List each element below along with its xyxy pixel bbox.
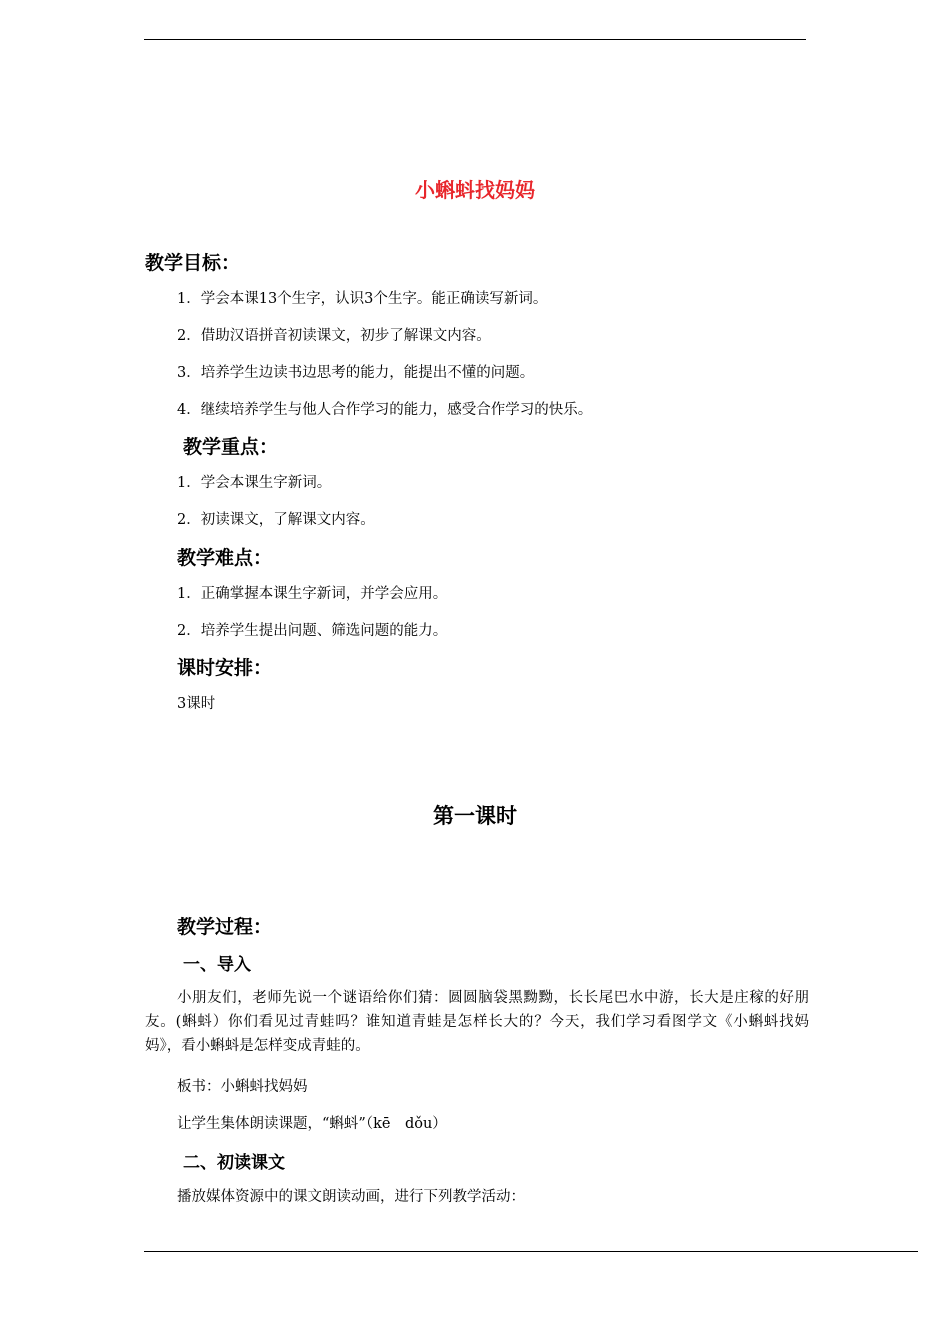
key-point-item-1: 1．学会本课生字新词。 bbox=[177, 475, 332, 491]
key-points-heading: 教学重点： bbox=[183, 436, 279, 458]
section-2-heading: 二、初读课文 bbox=[183, 1153, 285, 1173]
objective-item-1: 1．学会本课13个生字，认识3个生字。能正确读写新词。 bbox=[177, 291, 548, 307]
difficulties-heading: 教学难点： bbox=[177, 547, 273, 569]
board-writing: 板书：小蝌蚪找妈妈 bbox=[177, 1079, 308, 1095]
objective-item-4: 4．继续培养学生与他人合作学习的能力，感受合作学习的快乐。 bbox=[177, 402, 593, 418]
document-title: 小蝌蚪找妈妈 bbox=[415, 178, 535, 202]
schedule-value: 3课时 bbox=[177, 696, 216, 712]
lesson-title: 第一课时 bbox=[433, 804, 517, 828]
header-rule bbox=[144, 39, 806, 40]
objective-item-2: 2．借助汉语拼音初读课文，初步了解课文内容。 bbox=[177, 328, 491, 344]
title-reading-line: 让学生集体朗读课题，“蝌蚪”（kē dǒu） bbox=[177, 1116, 447, 1132]
difficulty-item-2: 2．培养学生提出问题、筛选问题的能力。 bbox=[177, 623, 448, 639]
intro-paragraph: 小朋友们，老师先说一个谜语给你们猜：圆圆脑袋黑黝黝，长长尾巴水中游，长大是庄稼的好朋友。(蝌蚪）你们看见过青蛙吗？谁知道青蛙是怎样长大的？今天，我们学习看图学文《小蝌蚪找妈妈》，看小蝌蚪是怎样变成青蛙的。 bbox=[145, 990, 809, 1054]
section-1-heading: 一、导入 bbox=[183, 955, 251, 975]
key-point-item-2: 2．初读课文，了解课文内容。 bbox=[177, 512, 375, 528]
objective-item-3: 3．培养学生边读书边思考的能力，能提出不懂的问题。 bbox=[177, 365, 535, 381]
difficulty-item-1: 1．正确掌握本课生字新词，并学会应用。 bbox=[177, 586, 448, 602]
footer-rule bbox=[144, 1251, 918, 1252]
schedule-heading: 课时安排： bbox=[177, 657, 273, 679]
section-2-text: 播放媒体资源中的课文朗读动画，进行下列教学活动： bbox=[177, 1189, 525, 1205]
process-heading: 教学过程： bbox=[177, 916, 273, 938]
objectives-heading: 教学目标： bbox=[145, 252, 241, 274]
